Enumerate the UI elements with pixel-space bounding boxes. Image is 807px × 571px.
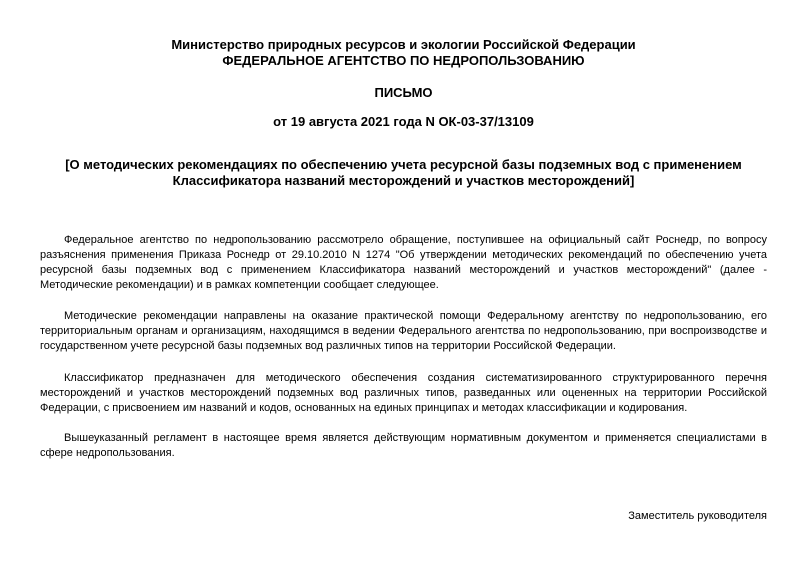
paragraph-text: Классификатор предназначен для методического обеспечения создания систематизированного структурированного перечня месторождений и участков месторождений подземных вод различных типов, разведанных или оцененных на территории Российской Федерации, с присвоением им названий и кодов, основанных на единых принципах и методах классификации и кодирования. bbox=[40, 372, 767, 414]
paragraph-1 bbox=[40, 233, 767, 293]
document-type: ПИСЬМО bbox=[374, 85, 433, 100]
agency-name: ФЕДЕРАЛЬНОЕ АГЕНТСТВО ПО НЕДРОПОЛЬЗОВАНИЮ bbox=[222, 53, 585, 68]
signature-position: Заместитель руководителя bbox=[628, 510, 767, 522]
paragraph-4 bbox=[40, 431, 767, 461]
title-line-1: [О методических рекомендациях по обеспечению учета ресурсной базы подземных вод с применением bbox=[65, 157, 742, 172]
paragraph-text: Вышеуказанный регламент в настоящее время является действующим нормативным документом и применяется специалистами в сфере недропользования. bbox=[40, 432, 767, 459]
issuing-authority bbox=[40, 37, 767, 69]
paragraph-2 bbox=[40, 309, 767, 354]
paragraph-text: Методические рекомендации направлены на оказание практической помощи Федеральному агентству по недропользованию, его территориальным органам и организациям, находящимся в ведении Федерального агентства по недропользованию, при воспроизводстве и государственном учете ресурсной базы подземных вод различных типов на территории Российской Федерации. bbox=[40, 310, 767, 352]
title-line-2: Классификатора названий месторождений и участков месторождений] bbox=[172, 173, 635, 188]
document-date-number: от 19 августа 2021 года N ОК-03-37/13109 bbox=[273, 114, 534, 129]
paragraph-3 bbox=[40, 371, 767, 416]
ministry-name: Министерство природных ресурсов и экологии Российской Федерации bbox=[171, 37, 636, 52]
paragraph-text: Федеральное агентство по недропользованию рассмотрело обращение, поступившее на официальный сайт Роснедр, по вопросу разъяснения применения Приказа Роснедр от 29.10.2010 N 1274 "Об утверждении методических рекомендаций по обеспечению учета ресурсной базы подземных вод с применением Классификатора названий месторождений и участков месторождений" (далее - Методические рекомендации) и в рамках компетенции сообщает следующее. bbox=[40, 234, 767, 291]
document-title bbox=[40, 157, 767, 189]
